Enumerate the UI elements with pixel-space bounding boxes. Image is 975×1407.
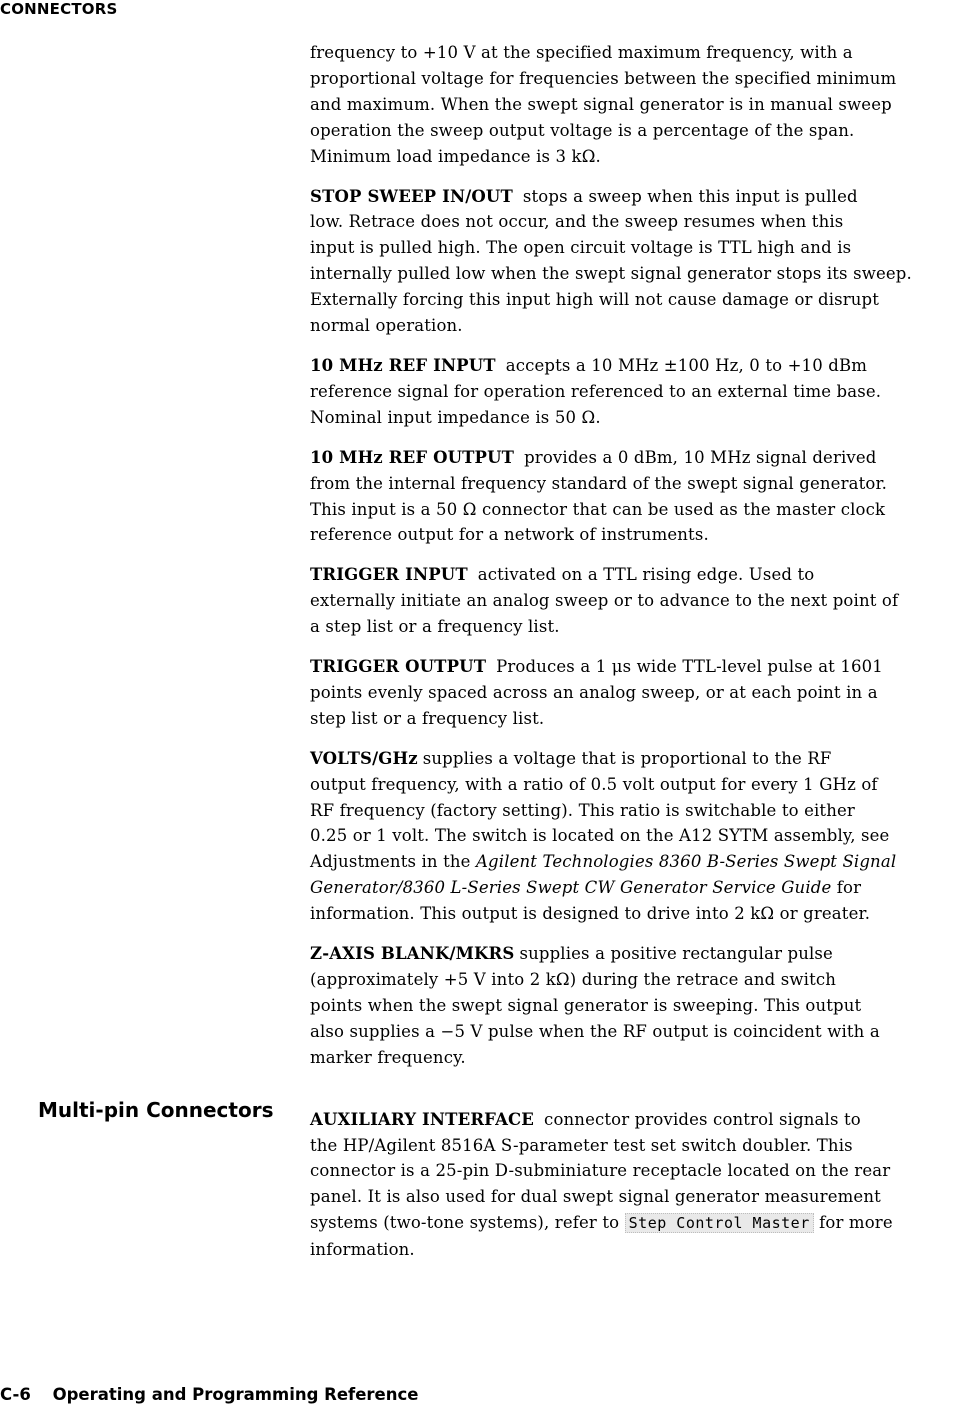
text-line: supplies a positive rectangular pulse	[519, 944, 833, 964]
connector-term-stop-sweep: STOP SWEEP IN/OUT	[310, 186, 513, 206]
connector-term-auxiliary-interface: AUXILIARY INTERFACE	[310, 1109, 535, 1129]
text-line: output frequency, with a ratio of 0.5 volt output for every 1 GHz of	[310, 774, 878, 794]
service-guide-title: Agilent Technologies 8360 B-Series Swept Signal	[475, 852, 897, 872]
text-line: connector is a 25-pin D-subminiature receptacle located on the rear	[310, 1161, 891, 1181]
text-line: a step list or a frequency list.	[310, 617, 560, 637]
text-line: Produces a 1 μs wide TTL-level pulse at 1601	[496, 657, 883, 677]
text-line: connector provides control signals to	[544, 1109, 861, 1129]
connector-term-z-axis: Z-AXIS BLANK/MKRS	[310, 944, 515, 964]
ref-input-paragraph	[310, 353, 975, 431]
auxiliary-interface-paragraph	[310, 1107, 975, 1263]
text-line: normal operation.	[310, 316, 463, 336]
trigger-output-paragraph	[310, 654, 975, 732]
text-line: Adjustments in the	[310, 852, 471, 872]
volts-ghz-paragraph	[310, 746, 975, 927]
body-column	[310, 40, 975, 1263]
page-footer	[0, 1385, 418, 1404]
step-control-master-softkey[interactable]: Step Control Master	[625, 1213, 814, 1233]
text-line: points evenly spaced across an analog sweep, or at each point in a	[310, 682, 878, 702]
text-line: (approximately +5 V into 2 kΩ) during the retrace and switch	[310, 970, 837, 989]
text-line: the HP/Agilent 8516A S-parameter test set switch doubler. This	[310, 1135, 853, 1155]
z-axis-paragraph	[310, 941, 975, 1071]
text-line: This input is a 50 Ω connector that can be used as the master clock	[310, 499, 886, 519]
text-line: Nominal input impedance is 50 Ω.	[310, 407, 601, 427]
text-line: panel. It is also used for dual swept signal generator measurement	[310, 1187, 881, 1207]
service-guide-title: Generator/8360 L-Series Swept CW Generator Service Guide	[310, 878, 832, 898]
text-line: points when the swept signal generator is sweeping. This output	[310, 995, 862, 1015]
trigger-input-paragraph	[310, 562, 975, 640]
connector-term-trigger-output: TRIGGER OUTPUT	[310, 657, 487, 677]
text-line: input is pulled high. The open circuit voltage is TTL high and is	[310, 238, 852, 258]
connector-term-volts-ghz: VOLTS/GHz	[310, 748, 418, 768]
text-line: marker frequency.	[310, 1047, 466, 1067]
text-line: provides a 0 dBm, 10 MHz signal derived	[524, 447, 877, 467]
text-line: information. This output is designed to drive into 2 kΩ or greater.	[310, 904, 871, 924]
stop-sweep-paragraph	[310, 184, 975, 339]
text-line: also supplies a −5 V pulse when the RF output is coincident with a	[310, 1021, 880, 1041]
text-line: for	[836, 878, 862, 898]
text-line: accepts a 10 MHz ±100 Hz, 0 to +10 dBm	[505, 355, 868, 375]
ref-output-paragraph	[310, 445, 975, 549]
section-heading-multipin: Multi-pin Connectors	[38, 1098, 274, 1122]
text-line: frequency to +10 V at the specified maximum frequency, with a	[310, 43, 853, 62]
text-line: and maximum. When the swept signal generator is in manual sweep	[310, 94, 892, 114]
connector-term-trigger-input: TRIGGER INPUT	[310, 565, 468, 585]
text-line: Minimum load impedance is 3 kΩ.	[310, 146, 601, 166]
text-line: systems (two-tone systems), refer to	[310, 1213, 620, 1233]
text-line: low. Retrace does not occur, and the sweep resumes when this	[310, 212, 844, 232]
page-number: C-6	[0, 1385, 31, 1404]
text-line: internally pulled low when the swept signal generator stops its sweep.	[310, 264, 912, 284]
text-line: Externally forcing this input high will not cause damage or disrupt	[310, 290, 880, 310]
text-line: reference output for a network of instruments.	[310, 525, 709, 545]
text-line: RF frequency (factory setting). This ratio is switchable to either	[310, 800, 855, 820]
text-line: 0.25 or 1 volt. The switch is located on the A12 SYTM assembly, see	[310, 826, 890, 846]
connector-term-ref-output: 10 MHz REF OUTPUT	[310, 447, 515, 467]
text-line: reference signal for operation referenced to an external time base.	[310, 381, 882, 401]
book-title: Operating and Programming Reference	[52, 1385, 419, 1404]
running-head: CONNECTORS	[0, 0, 118, 18]
text-line: supplies a voltage that is proportional to the RF	[422, 748, 832, 768]
text-line: operation the sweep output voltage is a percentage of the span.	[310, 120, 855, 140]
continuation-paragraph	[310, 40, 975, 170]
connector-term-ref-input: 10 MHz REF INPUT	[310, 355, 496, 375]
text-line: externally initiate an analog sweep or to advance to the next point of	[310, 591, 899, 611]
text-line: stops a sweep when this input is pulled	[522, 186, 858, 206]
text-line: activated on a TTL rising edge. Used to	[477, 565, 815, 585]
text-line: for more	[819, 1213, 893, 1233]
text-line: information.	[310, 1240, 415, 1260]
text-line: proportional voltage for frequencies between the specified minimum	[310, 68, 897, 88]
text-line: step list or a frequency list.	[310, 708, 545, 728]
text-line: from the internal frequency standard of the swept signal generator.	[310, 473, 888, 493]
